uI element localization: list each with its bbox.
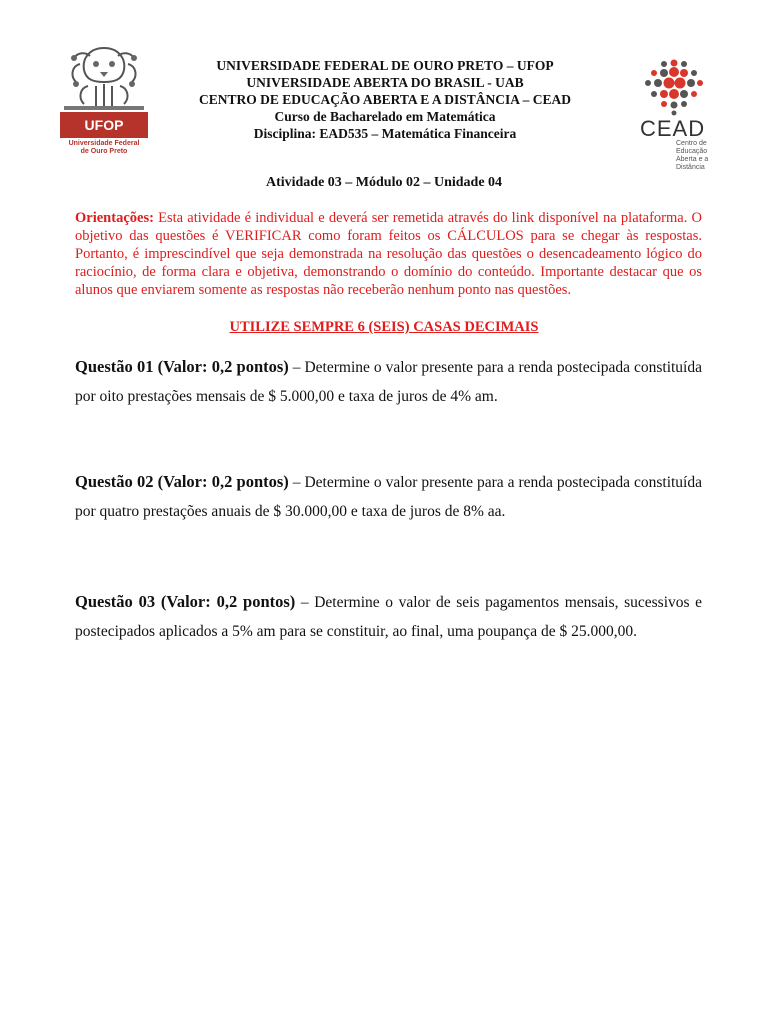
cead-dot <box>661 61 667 67</box>
cead-dot <box>681 61 687 67</box>
cead-dot <box>654 79 662 87</box>
question-02-title: Questão 02 (Valor: 0,2 pontos) <box>75 472 289 491</box>
cead-dot <box>675 78 686 89</box>
cead-dot <box>687 79 695 87</box>
cead-dots-icon <box>636 58 716 118</box>
cead-dot <box>669 67 679 77</box>
cead-dot <box>681 101 687 107</box>
institution-header <box>160 57 610 142</box>
cead-dot <box>651 70 657 76</box>
cead-dot <box>680 90 688 98</box>
cead-dot <box>697 80 703 86</box>
cead-dot <box>691 70 697 76</box>
header-line-uab: UNIVERSIDADE ABERTA DO BRASIL - UAB <box>246 75 524 90</box>
cead-dot <box>660 69 668 77</box>
question-02-text: – Determine o valor presente para a renda postecipada constituída por quatro prestações anuais de $ 30.000,00 e taxa de juros de 8% aa. <box>75 474 702 520</box>
question-03-text: – Determine o valor de seis pagamentos mensais, sucessivos e postecipados aplicados a 5% am para se constituir, ao final, uma poupança de $ 25.000,00. <box>75 594 703 640</box>
activity-title: Atividade 03 – Módulo 02 – Unidade 04 <box>265 175 503 190</box>
cead-dot <box>664 78 675 89</box>
cead-dot <box>645 80 651 86</box>
cead-dot <box>661 101 667 107</box>
ufop-badge: UFOP <box>60 112 148 138</box>
orientation-text: Esta atividade é individual e deverá ser remetida através do link disponível na plataforma. O objetivo das questões é VERIFICAR como foram feitos os CÁLCULOS para se chegar às respostas. Portanto, é imprescindível que seja demonstrada na resolução das questões o desencadeamento lógico do raciocínio, de forma clara e objetiva, demonstrando o domínio do conteúdo. Importante destacar que os alunos que enviarem somente as respostas não receberão nenhum ponto nas questões. <box>75 210 703 298</box>
cead-dot <box>691 91 697 97</box>
question-01-text: – Determine o valor presente para a renda postecipada constituída por oito prestações mensais de $ 5.000,00 e taxa de juros de 4% am. <box>75 359 702 405</box>
question-01 <box>75 352 702 411</box>
ufop-caption-line2: de Ouro Preto <box>80 148 128 155</box>
orientation-paragraph <box>75 209 702 299</box>
cead-dot <box>660 90 668 98</box>
question-03-title: Questão 03 (Valor: 0,2 pontos) <box>75 592 296 611</box>
ufop-emblem-icon <box>60 42 148 112</box>
cead-sub-line2: Aberta e a Distância <box>676 156 709 171</box>
header-line-center: CENTRO DE EDUCAÇÃO ABERTA E A DISTÂNCIA – CEAD <box>198 92 572 107</box>
cead-logo <box>636 58 716 171</box>
decimals-notice: UTILIZE SEMPRE 6 (SEIS) CASAS DECIMAIS <box>229 319 539 335</box>
cead-word: CEAD <box>640 116 706 141</box>
header-line-university: UNIVERSIDADE FEDERAL DE OURO PRETO – UFOP <box>216 58 554 73</box>
cead-dot <box>671 60 678 67</box>
cead-sub-line1: Centro de Educação <box>676 140 708 155</box>
cead-dot <box>680 69 688 77</box>
header-line-course: Curso de Bacharelado em Matemática <box>274 109 496 124</box>
cead-dot <box>672 111 677 116</box>
cead-dot <box>671 102 678 109</box>
cead-dot <box>669 89 679 99</box>
ufop-logo <box>60 42 148 154</box>
cead-dot <box>651 91 657 97</box>
question-01-title: Questão 01 (Valor: 0,2 pontos) <box>75 357 289 376</box>
header-line-discipline: Disciplina: EAD535 – Matemática Financeira <box>253 126 517 141</box>
orientation-label: Orientações: <box>75 210 154 226</box>
ufop-caption-line1: Universidade Federal <box>68 140 140 147</box>
question-03 <box>75 587 702 646</box>
question-02 <box>75 467 702 526</box>
